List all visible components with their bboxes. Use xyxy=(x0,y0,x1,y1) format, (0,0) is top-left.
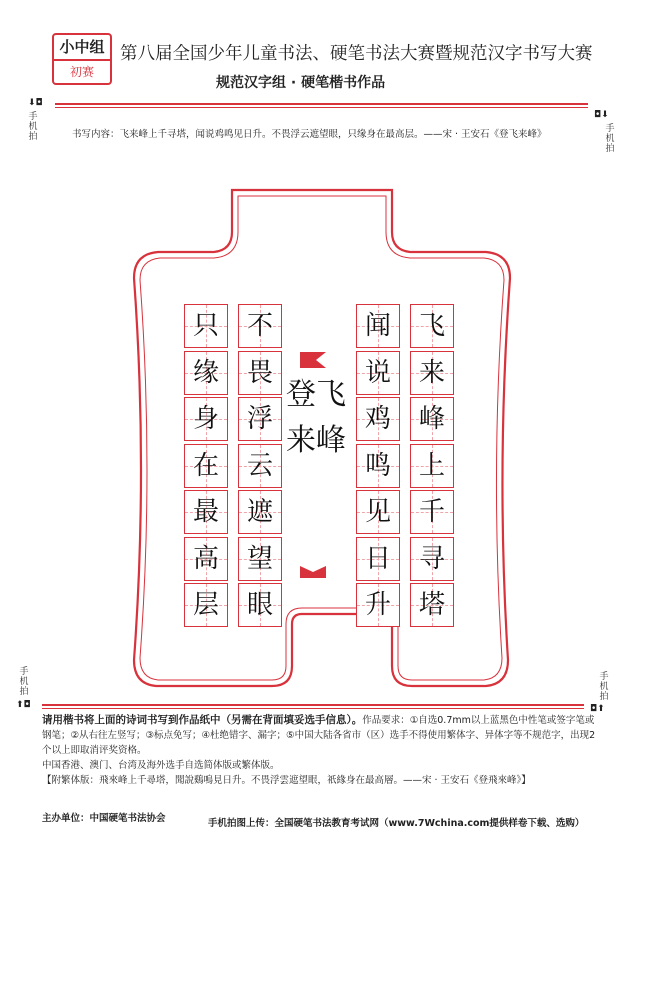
title-ornament-bottom xyxy=(300,566,326,578)
char: 鸣 xyxy=(364,450,391,481)
char: 高 xyxy=(192,543,219,574)
char: 上 xyxy=(418,450,445,481)
writing-content-line: 书写内容：飞来峰上千寻塔，闻说鸡鸣见日升。不畏浮云遮望眼，只缘身在最高层。——宋 · 王安石《登飞来峰》 xyxy=(72,129,547,140)
group-badge-label: 小中组 xyxy=(54,35,110,61)
phone-shot-label-bottom-right: 手机拍 xyxy=(599,672,609,702)
char-cell xyxy=(410,583,454,627)
upload-line: 手机拍图上传：全国硬笔书法教育考试网（www.7Wchina.com提供样卷下载、选购） xyxy=(208,818,585,829)
camera-marker-bottom-right: ◘⬆ xyxy=(590,704,605,714)
char: 云 xyxy=(246,450,273,481)
char: 最 xyxy=(192,497,219,527)
region-note: 中国香港、澳门、台湾及海外选手自选简体版或繁体版。 xyxy=(42,760,280,771)
char: 缘 xyxy=(192,357,219,388)
phone-shot-label-top-right: 手机拍 xyxy=(605,124,615,154)
bottom-rule-thin xyxy=(42,708,584,709)
phone-shot-label-top-left: 手机拍 xyxy=(28,112,38,142)
char-cell xyxy=(238,351,282,395)
phone-shot-label-bottom-left: 手机拍 xyxy=(19,667,29,697)
char-cell xyxy=(356,304,400,348)
char-cell xyxy=(184,351,228,395)
char: 塔 xyxy=(418,590,445,620)
char: 见 xyxy=(364,497,391,527)
char-cell xyxy=(356,397,400,441)
char: 鸡 xyxy=(364,404,391,434)
char-cell xyxy=(238,583,282,627)
char: 闻 xyxy=(364,311,391,341)
instructions-requirements: 作品要求：①自选0.7mm以上蓝黑色中性笔或签字笔或钢笔；②从右往左竖写；③标点免写；④杜绝错字、漏字；⑤中国大陆各省市（区）选手不得使用繁体字、异体字等不规范字，出现2个以上即取消评奖资格。 xyxy=(42,715,596,756)
char-cell xyxy=(356,351,400,395)
page-title: 第八届全国少年儿童书法、硬笔书法大赛暨规范汉字书写大赛 xyxy=(120,44,593,64)
traditional-version: 【附繁体版：飛來峰上千尋塔，聞說鷄鳴見日升。不畏浮雲遮望眼，祇緣身在最高層。——宋 · 王安石《登飛來峰》】 xyxy=(42,775,531,786)
char-cell xyxy=(184,583,228,627)
char: 望 xyxy=(246,543,273,574)
char-cell xyxy=(238,304,282,348)
char-cell xyxy=(184,304,228,348)
camera-marker-top-left: ⬇◘ xyxy=(28,98,43,108)
char-cell xyxy=(184,490,228,534)
char-cell xyxy=(356,444,400,488)
char-cell xyxy=(238,397,282,441)
char: 飞 xyxy=(418,311,445,341)
char: 遮 xyxy=(246,497,273,527)
char-cell xyxy=(238,490,282,534)
char-cell xyxy=(410,537,454,581)
page-subtitle: 规范汉字组 · 硬笔楷书作品 xyxy=(216,75,386,91)
char-cell xyxy=(238,537,282,581)
round-badge-label: 初赛 xyxy=(69,65,94,79)
char-cell xyxy=(410,397,454,441)
char-cell xyxy=(184,444,228,488)
char: 来 xyxy=(418,357,445,388)
char-cell xyxy=(410,304,454,348)
bottom-rule xyxy=(42,704,584,706)
camera-marker-top-right: ◘⬇ xyxy=(594,110,609,120)
char-cell xyxy=(410,490,454,534)
camera-marker-bottom-left: ⬆◘ xyxy=(16,700,31,710)
title-ornament-top xyxy=(300,352,326,368)
char: 畏 xyxy=(246,357,273,388)
char: 身 xyxy=(192,404,219,434)
char: 寻 xyxy=(418,543,445,574)
char: 升 xyxy=(364,590,391,620)
char-cell xyxy=(356,490,400,534)
char-cell xyxy=(410,444,454,488)
char: 日 xyxy=(364,543,391,574)
char: 浮 xyxy=(246,404,273,434)
char-cell xyxy=(356,537,400,581)
organizer-line: 主办单位：中国硬笔书法协会 xyxy=(42,813,166,824)
char: 千 xyxy=(418,497,445,527)
char-cell xyxy=(184,537,228,581)
char: 眼 xyxy=(246,590,273,620)
char: 只 xyxy=(192,311,219,341)
char-cell xyxy=(356,583,400,627)
char: 在 xyxy=(192,450,219,481)
char-cell xyxy=(410,351,454,395)
char: 峰 xyxy=(418,404,445,434)
char: 说 xyxy=(364,357,391,388)
instructions xyxy=(42,713,602,788)
char-cell xyxy=(184,397,228,441)
char-cell xyxy=(238,444,282,488)
instructions-heading: 请用楷书将上面的诗词书写到作品纸中（另需在背面填妥选手信息）。 xyxy=(42,714,363,726)
char: 不 xyxy=(246,311,273,341)
char: 层 xyxy=(192,590,219,620)
poem-title: 登飞来峰 xyxy=(286,377,346,458)
